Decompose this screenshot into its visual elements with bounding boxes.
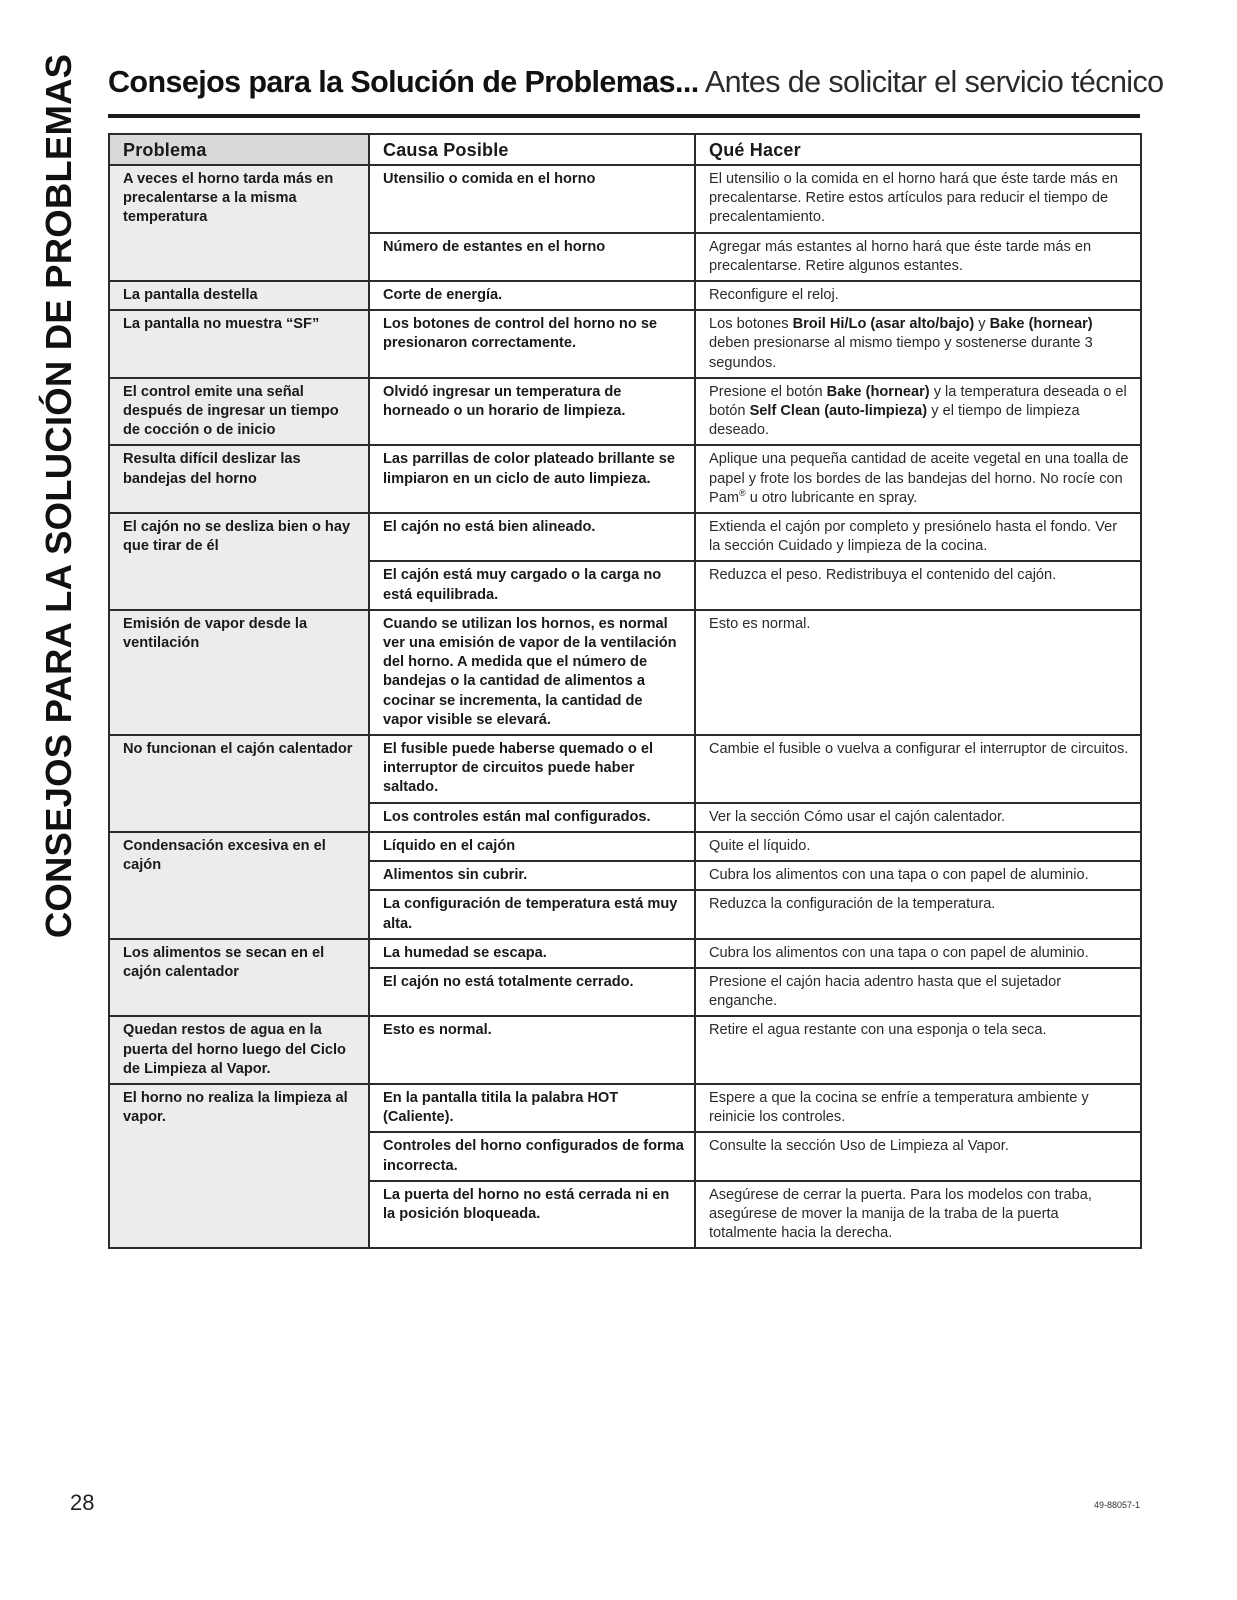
problem-cell: El control emite una señal después de ingresar un tiempo de cocción o de inicio (109, 378, 369, 446)
button-name-bake: Bake (hornear) (826, 383, 930, 400)
action-text: deben presionarse al mismo tiempo y sostenerse durante 3 segundos. (709, 335, 1093, 371)
action-cell: Cubra los alimentos con una tapa o con papel de aluminio. (695, 939, 1141, 968)
action-cell: Cambie el fusible o vuelva a configurar el interruptor de circuitos. (695, 735, 1141, 803)
problem-cell: El horno no realiza la limpieza al vapor. (109, 1084, 369, 1248)
table-row (109, 735, 1141, 803)
registered-mark: ® (739, 487, 746, 498)
action-text: u otro lubricante en spray. (745, 489, 918, 506)
problem-cell: Emisión de vapor desde la ventilación (109, 610, 369, 735)
action-cell: Reduzca el peso. Redistribuya el contenido del cajón. (695, 561, 1141, 609)
page-title-subtitle: Antes de solicitar el servicio técnico (698, 65, 1164, 99)
action-cell: Ver la sección Cómo usar el cajón calentador. (695, 803, 1141, 832)
heading-divider (108, 114, 1140, 118)
table-row (109, 1084, 1141, 1132)
cause-cell: La humedad se escapa. (369, 939, 695, 968)
table-row (109, 310, 1141, 378)
action-text: y la temperatura deseada o el botón (709, 383, 1127, 420)
cause-cell: Las parrillas de color plateado brillante se limpiaron en un ciclo de auto limpieza. (369, 445, 695, 513)
cause-cell: El cajón está muy cargado o la carga no está equilibrada. (369, 561, 695, 609)
problem-cell: La pantalla no muestra “SF” (109, 310, 369, 378)
table-header-row (109, 134, 1141, 165)
table-row (109, 445, 1141, 513)
troubleshooting-table (108, 133, 1142, 1249)
table-row (109, 281, 1141, 310)
table-row (109, 832, 1141, 861)
table-row (109, 610, 1141, 735)
side-section-title-text: CONSEJOS PARA LA SOLUCIÓN DE PROBLEMAS (38, 53, 79, 939)
header-cause: Causa Posible (369, 134, 695, 165)
action-cell: Cubra los alimentos con una tapa o con papel de aluminio. (695, 861, 1141, 890)
table-row (109, 378, 1141, 446)
cause-cell: Olvidó ingresar un temperatura de horneado o un horario de limpieza. (369, 378, 695, 446)
problem-cell: La pantalla destella (109, 281, 369, 310)
action-text: Presione el botón (709, 383, 827, 400)
problem-cell: No funcionan el cajón calentador (109, 735, 369, 832)
problem-cell: Resulta difícil deslizar las bandejas del horno (109, 445, 369, 513)
page-title (108, 62, 1164, 102)
button-name-self-clean: Self Clean (auto-limpieza) (749, 403, 928, 420)
problem-cell: Condensación excesiva en el cajón (109, 832, 369, 939)
action-cell: Consulte la sección Uso de Limpieza al Vapor. (695, 1132, 1141, 1180)
action-cell: El utensilio o la comida en el horno hará que éste tarde más en precalentarse. Retire estos artículos para reducir el tiempo de precalentamiento. (695, 165, 1141, 233)
action-cell (695, 378, 1141, 446)
button-name-broil: Broil Hi/Lo (asar alto/bajo) (792, 316, 975, 333)
problem-cell: A veces el horno tarda más en precalentarse a la misma temperatura (109, 165, 369, 281)
action-cell: Presione el cajón hacia adentro hasta que el sujetador enganche. (695, 968, 1141, 1016)
page-number: 28 (70, 1490, 95, 1515)
action-text: Los botones (709, 316, 793, 333)
cause-cell: Esto es normal. (369, 1016, 695, 1084)
cause-cell: Líquido en el cajón (369, 832, 695, 861)
document-code: 49-88057-1 (1093, 1500, 1140, 1510)
problem-cell: Los alimentos se secan en el cajón calentador (109, 939, 369, 1017)
action-cell: Quite el líquido. (695, 832, 1141, 861)
side-section-title (38, 53, 80, 939)
table-row (109, 939, 1141, 968)
action-cell (695, 310, 1141, 378)
problem-cell: Quedan restos de agua en la puerta del horno luego del Ciclo de Limpieza al Vapor. (109, 1016, 369, 1084)
action-cell: Esto es normal. (695, 610, 1141, 735)
header-action: Qué Hacer (695, 134, 1141, 165)
cause-cell: La configuración de temperatura está muy alta. (369, 890, 695, 938)
cause-cell: Controles del horno configurados de forma incorrecta. (369, 1132, 695, 1180)
cause-cell: Cuando se utilizan los hornos, es normal ver una emisión de vapor de la ventilación del horno. A medida que el número de bandejas o la cantidad de alimentos a cocinar se incrementa, la cantidad de vapor visible se elevará. (369, 610, 695, 735)
action-cell: Retire el agua restante con una esponja o tela seca. (695, 1016, 1141, 1084)
cause-cell: Corte de energía. (369, 281, 695, 310)
cause-cell: Los controles están mal configurados. (369, 803, 695, 832)
action-cell: Reduzca la configuración de la temperatura. (695, 890, 1141, 938)
action-text: y (974, 316, 990, 333)
cause-cell: El cajón no está bien alineado. (369, 513, 695, 561)
table-row (109, 513, 1141, 561)
action-cell: Espere a que la cocina se enfríe a temperatura ambiente y reinicie los controles. (695, 1084, 1141, 1132)
action-cell: Reconfigure el reloj. (695, 281, 1141, 310)
cause-cell: Número de estantes en el horno (369, 233, 695, 281)
cause-cell: El fusible puede haberse quemado o el interruptor de circuitos puede haber saltado. (369, 735, 695, 803)
header-problem: Problema (109, 134, 369, 165)
cause-cell: Alimentos sin cubrir. (369, 861, 695, 890)
button-name-bake: Bake (hornear) (989, 316, 1093, 333)
action-text: Aplique una pequeña cantidad de aceite vegetal en una toalla de papel y frote los bordes de las bandejas del horno. No rocíe con Pam (709, 451, 1129, 506)
table-row (109, 1016, 1141, 1084)
action-cell: Agregar más estantes al horno hará que éste tarde más en precalentarse. Retire algunos estantes. (695, 233, 1141, 281)
cause-cell: Los botones de control del horno no se presionaron correctamente. (369, 310, 695, 378)
action-cell: Extienda el cajón por completo y presiónelo hasta el fondo. Ver la sección Cuidado y limpieza de la cocina. (695, 513, 1141, 561)
action-cell: Asegúrese de cerrar la puerta. Para los modelos con traba, asegúrese de mover la manija de la traba de la puerta totalmente hacia la derecha. (695, 1181, 1141, 1249)
problem-cell: El cajón no se desliza bien o hay que tirar de él (109, 513, 369, 610)
page-title-bold: Consejos para la Solución de Problemas... (108, 65, 699, 99)
action-cell (695, 445, 1141, 513)
action-text: y el tiempo de limpieza deseado. (709, 403, 1080, 439)
cause-cell: El cajón no está totalmente cerrado. (369, 968, 695, 1016)
cause-cell: Utensilio o comida en el horno (369, 165, 695, 233)
cause-cell: En la pantalla titila la palabra HOT (Caliente). (369, 1084, 695, 1132)
table-row (109, 165, 1141, 233)
cause-cell: La puerta del horno no está cerrada ni en la posición bloqueada. (369, 1181, 695, 1249)
